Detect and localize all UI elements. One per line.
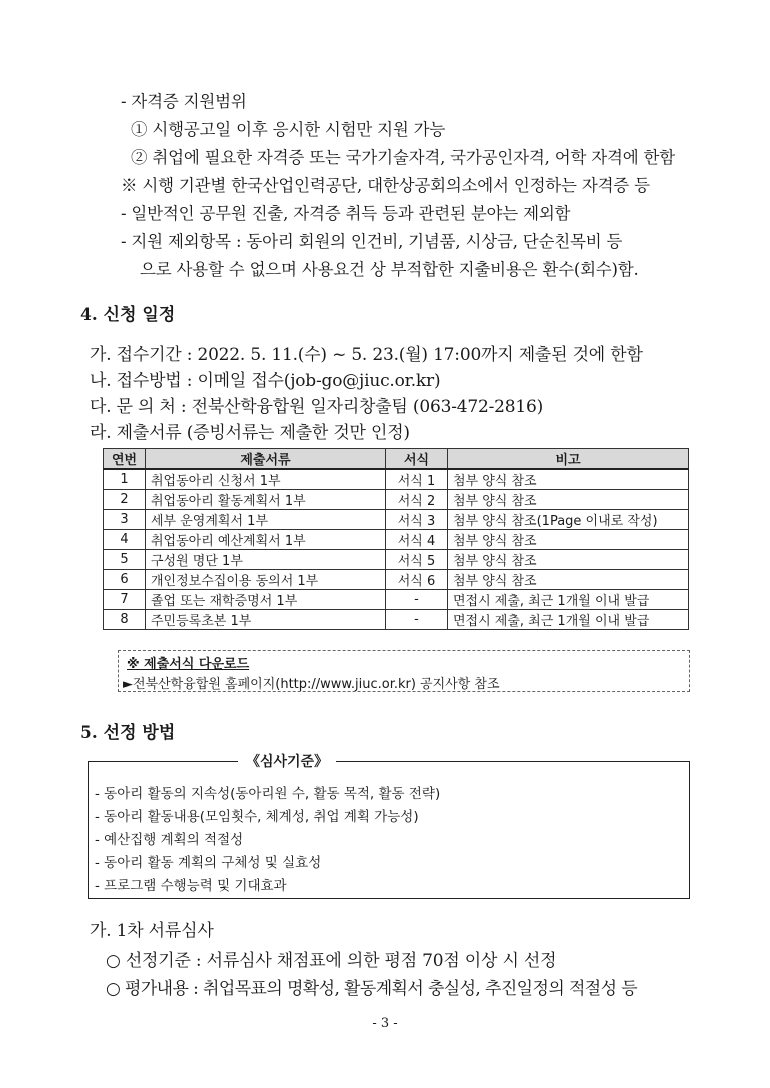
table-row [104,590,689,610]
download-notice-box [118,650,690,692]
table-cell: 세부 운영계획서 1부 [146,510,386,530]
table-cell: 서식 1 [386,469,448,490]
table-cell: 면접시 제출, 최근 1개월 이내 발급 [448,610,689,630]
intro-line: - 자격증 지원범위 [121,92,247,111]
table-cell: 첨부 양식 참조(1Page 이내로 작성) [448,510,689,530]
table-cell: 8 [104,610,146,630]
download-notice-text: ►전북산학융합원 홈페이지(http://www.jiuc.or.kr) 공지사항 참조 [123,677,500,692]
table-row [104,610,689,630]
criteria-box [88,761,690,899]
table-cell: 서식 4 [386,530,448,550]
table-cell: 3 [104,510,146,530]
criteria-item: - 프로그램 수행능력 및 기대효과 [95,878,287,894]
table-cell: 서식 5 [386,550,448,570]
section-5-bullet: ○ 평가내용 : 취업목표의 명확성, 활동계획서 충실성, 추진일정의 적절성 등 [106,979,638,999]
intro-line: ① 시행공고일 이후 응시한 시험만 지원 가능 [131,120,446,139]
intro-line: ※ 시행 기관별 한국산업인력공단, 대한상공회의소에서 인정하는 자격증 등 [121,176,650,195]
criteria-item: - 동아리 활동 계획의 구체성 및 실효성 [95,855,322,871]
table-cell: 첨부 양식 참조 [448,469,689,490]
section-4-item: 나. 접수방법 : 이메일 접수(job-go@jiuc.or.kr) [90,371,441,391]
table-cell: 7 [104,590,146,610]
table-cell: 6 [104,570,146,590]
table-cell: 취업동아리 신청서 1부 [146,469,386,490]
column-header: 비고 [448,449,689,470]
section-5-title: 5. 선정 방법 [80,723,176,743]
table-header-row [104,449,689,470]
criteria-title: 《심사기준》 [238,751,336,771]
table-cell: 4 [104,530,146,550]
table-cell: 1 [104,469,146,490]
table-cell: 서식 3 [386,510,448,530]
table-row [104,510,689,530]
table-cell: 첨부 양식 참조 [448,490,689,510]
table-cell: - [386,610,448,630]
criteria-item: - 동아리 활동내용(모임횟수, 체계성, 취업 계획 가능성) [95,809,419,825]
criteria-item: - 동아리 활동의 지속성(동아리원 수, 활동 목적, 활동 전략) [95,786,441,802]
table-row [104,530,689,550]
download-notice-title: ※ 제출서식 다운로드 [127,657,250,672]
section-5-subtitle: 가. 1차 서류심사 [90,921,214,941]
table-row [104,570,689,590]
table-cell: 취업동아리 활동계획서 1부 [146,490,386,510]
table-cell: 면접시 제출, 최근 1개월 이내 발급 [448,590,689,610]
column-header: 연번 [104,449,146,470]
table-cell: 서식 6 [386,570,448,590]
documents-table [103,448,689,630]
table-cell: 취업동아리 예산계획서 1부 [146,530,386,550]
table-cell: 첨부 양식 참조 [448,550,689,570]
table-cell: 졸업 또는 재학증명서 1부 [146,590,386,610]
table-cell: 주민등록초본 1부 [146,610,386,630]
table-row [104,490,689,510]
intro-line: 으로 사용할 수 없으며 사용요건 상 부적합한 지출비용은 환수(회수)함. [140,260,639,279]
table-cell: - [386,590,448,610]
column-header: 서식 [386,449,448,470]
table-cell: 서식 2 [386,490,448,510]
section-4-title: 4. 신청 일정 [80,305,176,325]
table-cell: 5 [104,550,146,570]
table-cell: 구성원 명단 1부 [146,550,386,570]
table-cell: 2 [104,490,146,510]
column-header: 제출서류 [146,449,386,470]
intro-line: ② 취업에 필요한 자격증 또는 국가기술자격, 국가공인자격, 어학 자격에 한함 [131,148,675,167]
table-cell: 첨부 양식 참조 [448,570,689,590]
table-cell: 개인정보수집이용 동의서 1부 [146,570,386,590]
criteria-item: - 예산집행 계획의 적절성 [95,832,244,848]
intro-line: - 일반적인 공무원 진출, 자격증 취득 등과 관련된 분야는 제외함 [121,204,571,223]
intro-line: - 지원 제외항목 : 동아리 회원의 인건비, 기념품, 시상금, 단순친목비 등 [121,232,623,251]
section-4-item: 다. 문 의 처 : 전북산학융합원 일자리창출팀 (063-472-2816) [90,397,544,417]
section-5-bullet: ○ 선정기준 : 서류심사 채점표에 의한 평점 70점 이상 시 선정 [106,951,557,971]
table-row [104,469,689,490]
table-cell: 첨부 양식 참조 [448,530,689,550]
section-4-item: 라. 제출서류 (증빙서류는 제출한 것만 인정) [90,423,410,443]
table-row [104,550,689,570]
section-4-item: 가. 접수기간 : 2022. 5. 11.(수) ~ 5. 23.(월) 17:00까지 제출된 것에 한함 [90,345,643,365]
page-number: - 3 - [372,1016,398,1031]
